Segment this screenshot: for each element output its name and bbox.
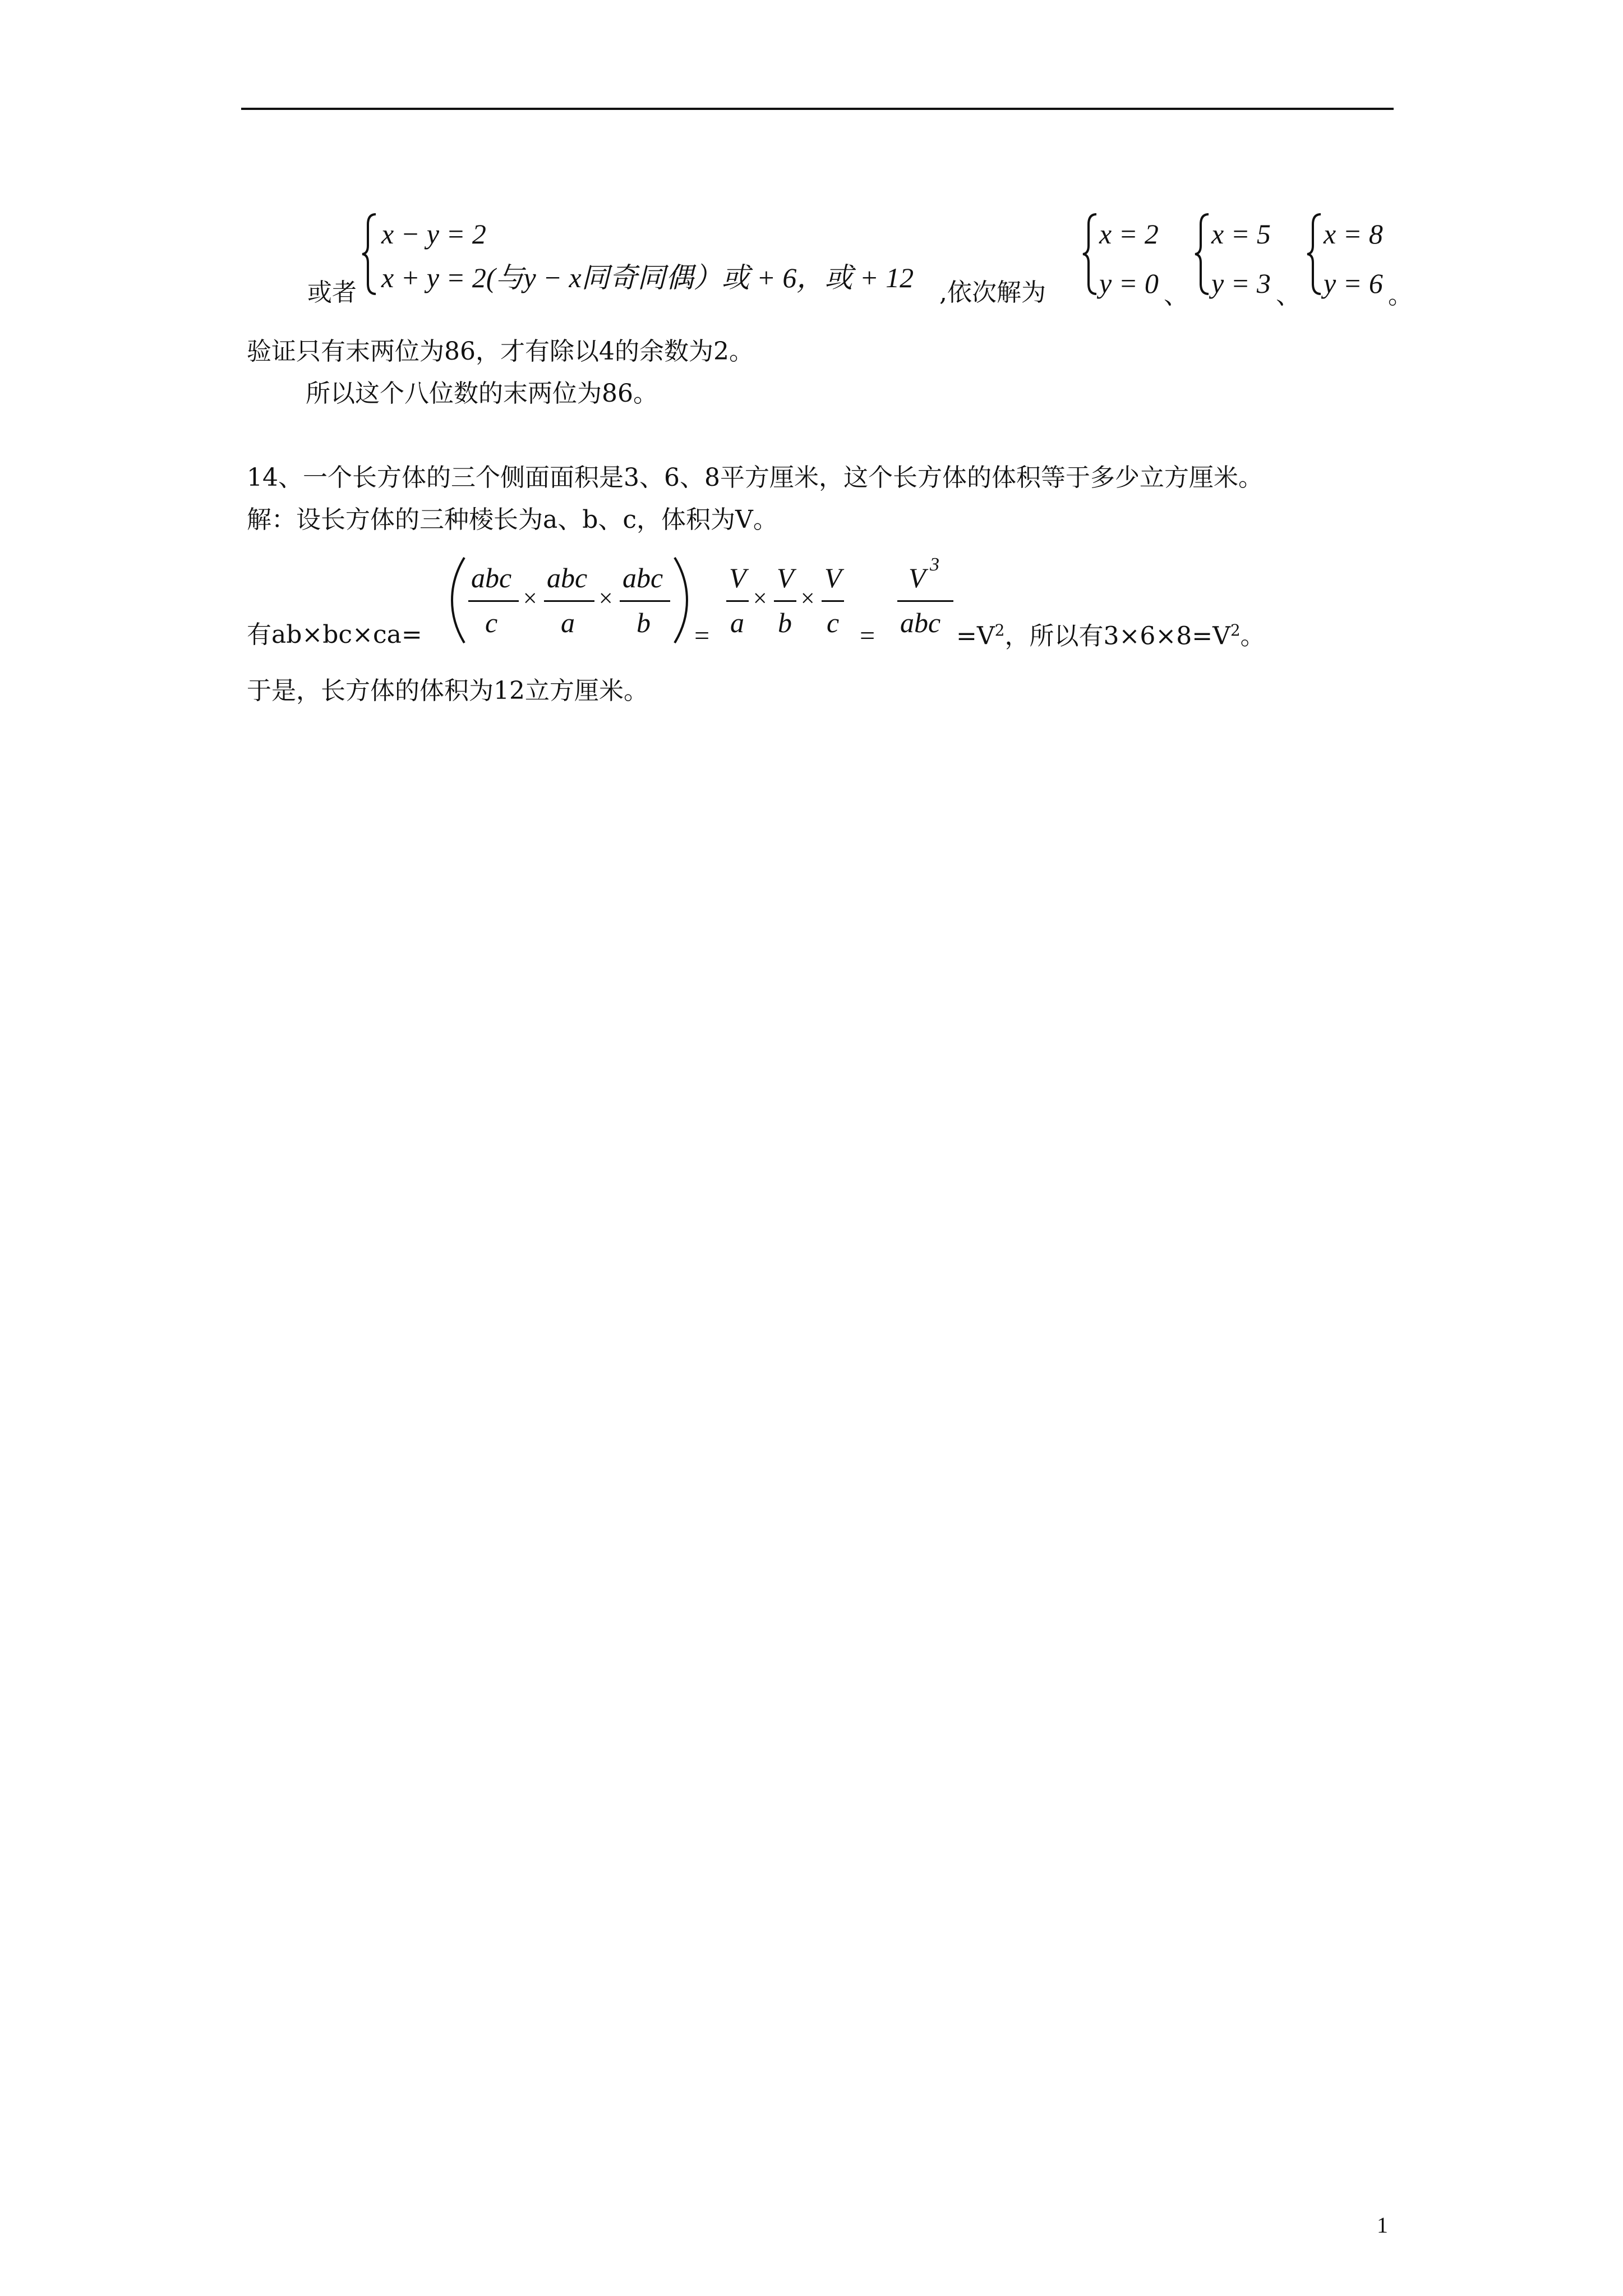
- fraction-v-b-numerator: V: [777, 562, 794, 593]
- fraction-1-denominator: c: [485, 607, 498, 638]
- suffix-c: 。: [1240, 622, 1265, 651]
- fraction-2-bar: [544, 600, 594, 602]
- header-rule: [241, 108, 1394, 110]
- prefix-text: 或者: [307, 278, 357, 307]
- suffix-a: =V: [956, 622, 995, 651]
- right-paren: [670, 555, 690, 645]
- page-number: 1: [1377, 2212, 1388, 2238]
- fraction-2-denominator: a: [561, 607, 575, 638]
- fraction-v3-bar: [897, 600, 953, 602]
- fraction-3-bar: [620, 600, 670, 602]
- fraction-v-c-denominator: c: [827, 607, 840, 638]
- solution-intro: 解：设长方体的三种棱长为a、b、c，体积为V。: [247, 505, 778, 534]
- fraction-3-numerator: abc: [623, 562, 663, 593]
- superscript: 2: [1230, 621, 1241, 639]
- superscript: 2: [994, 621, 1005, 639]
- solution-2-eq1: x = 5: [1211, 218, 1271, 250]
- solution-3-eq1: x = 8: [1324, 218, 1383, 250]
- fraction-v-c-bar: [822, 600, 844, 602]
- fraction-v-a-bar: [726, 600, 749, 602]
- equals-sign: =: [693, 621, 711, 651]
- fraction-v-c-numerator: V: [824, 562, 842, 593]
- solution-brace-3: [1304, 212, 1326, 296]
- suffix-b: ，所以有3×6×8=V: [1004, 622, 1230, 651]
- solution-3-eq2: y = 6: [1324, 268, 1383, 299]
- left-paren: [449, 555, 469, 645]
- fraction-v3-denominator: abc: [900, 607, 941, 638]
- times-sign: ×: [597, 585, 614, 612]
- equals-sign: =: [858, 621, 877, 651]
- times-sign: ×: [751, 585, 768, 612]
- system-eq2: x + y = 2(与y − x同奇同偶）或 + 6，或 + 12: [381, 262, 914, 293]
- problem-14: 14、一个长方体的三个侧面面积是3、6、8平方厘米，这个长方体的体积等于多少立方厘米。: [247, 463, 1263, 492]
- paragraph-verify: 验证只有末两位为86，才有除以4的余数为2。: [247, 337, 754, 366]
- solution-2-eq2: y = 3: [1211, 268, 1271, 299]
- separator: 、: [1276, 281, 1301, 310]
- solve-text: ,依次解为: [939, 278, 1046, 307]
- exponent: 3: [930, 554, 939, 575]
- fraction-1-bar: [468, 600, 519, 602]
- paragraph-conclusion: 所以这个八位数的末两位为86。: [306, 379, 658, 408]
- times-sign: ×: [522, 585, 538, 612]
- system-eq1: x − y = 2: [381, 218, 486, 250]
- formula-suffix: [956, 623, 1265, 649]
- separator: 、: [1164, 281, 1188, 310]
- fraction-v-a-denominator: a: [730, 607, 744, 638]
- final-answer: 于是，长方体的体积为12立方厘米。: [247, 677, 648, 705]
- solution-brace-1: [1080, 212, 1102, 296]
- fraction-v3-numerator: V: [909, 562, 926, 593]
- fraction-2-numerator: abc: [547, 562, 588, 593]
- fraction-v-b-denominator: b: [778, 607, 792, 638]
- fraction-v-b-bar: [774, 600, 796, 602]
- left-brace: [359, 212, 381, 296]
- fraction-1-numerator: abc: [471, 562, 512, 593]
- fraction-v-a-numerator: V: [729, 562, 746, 593]
- fraction-3-denominator: b: [637, 607, 651, 638]
- period: 。: [1388, 281, 1413, 310]
- solution-brace-2: [1192, 212, 1214, 296]
- solution-1-eq1: x = 2: [1099, 218, 1159, 250]
- solution-1-eq2: y = 0: [1099, 268, 1159, 299]
- times-sign: ×: [799, 585, 816, 612]
- formula-prefix: 有ab×bc×ca=: [247, 620, 422, 649]
